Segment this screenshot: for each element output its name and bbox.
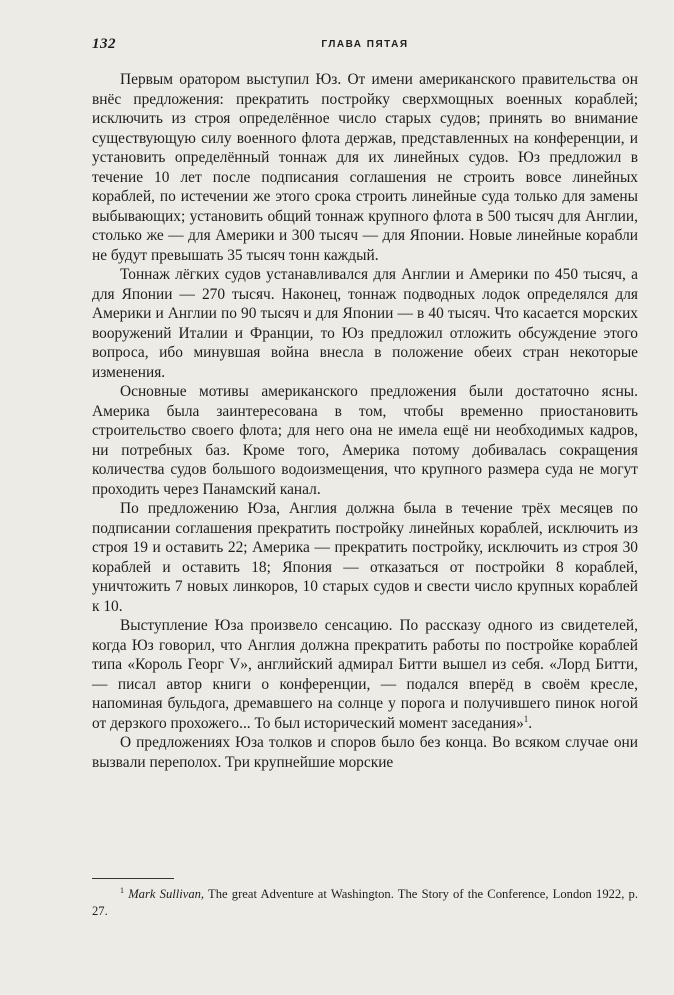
footnote — [92, 886, 638, 920]
paragraph: Первым оратором выступил Юз. От имени американского правительства он внёс предложения: прекратить постройку сверхмощных военных кораблей; исключить из строя определённое число старых судов; принять во внимание существующую силу военного флота держав, представленных на конференции, и установить определённый тоннаж для их линейных судов. Юз предложил в течение 10 лет после подписания соглашения не строить вовсе линейных кораблей, по истечении же этого срока строить линейные суда только для замены выбывающих; установить общий тоннаж крупного флота в 500 тысяч для Англии, столько же — для Америки и 300 тысяч — для Японии. Новые линейные корабли не будут превышать 35 тысяч тонн каждый. — [92, 71, 638, 264]
page-number: 132 — [92, 36, 116, 52]
footnote-text: The great Adventure at Washington. The Story of the Conference, London 1922, p. 27. — [92, 887, 638, 918]
paragraph: По предложению Юза, Англия должна была в течение трёх месяцев по подписании соглашения прекратить постройку линейных кораблей, исключить из строя 19 и оставить 22; Америка — прекратить постройку, исключить из строя 30 кораблей и оставить 18; Япония — отказаться от постройки 8 кораблей, уничтожить 7 новых линкоров, 10 старых судов и свести число крупных кораблей к 10. — [92, 500, 638, 615]
footnote-reference: 1 — [523, 713, 529, 724]
paragraph-with-footnote-ref — [92, 616, 638, 733]
running-head: ГЛАВА ПЯТАЯ — [321, 39, 409, 50]
body-text — [92, 70, 638, 772]
footnote-mark: 1 — [120, 885, 124, 895]
footnote-author: Mark Sullivan, — [128, 887, 205, 901]
paragraph: Тоннаж лёгких судов устанавливался для Англии и Америки по 450 тысяч, а для Японии — 270 тысяч. Наконец, тоннаж подводных лодок определялся для Америки и Англии по 90 тысяч и для Японии — в 40 тысяч. Что касается морских вооружений Италии и Франции, то Юз предложил отложить обсуждение этого вопроса, ибо минувшая война внесла в положение обеих стран некоторые изменения. — [92, 266, 638, 381]
paragraph: О предложениях Юза толков и споров было без конца. Во всяком случае они вызвали переполох. Три крупнейшие морские — [92, 734, 638, 771]
page-header — [92, 36, 638, 58]
paragraph-text: Выступление Юза произвело сенсацию. По рассказу одного из свидетелей, когда Юз говорил, что Англия должна прекратить работы по постройке кораблей типа «Король Георг V», английский адмирал Битти вышел из себя. «Лорд Битти, — писал автор книги о конференции, — подался вперёд в своём кресле, напоминая бульдога, дремавшего на солнце у порога и получившего пинок ногой от дерзкого прохожего... То был исторический момент заседания» — [92, 617, 638, 732]
paragraph: Основные мотивы американского предложения были достаточно ясны. Америка была заинтересована в том, чтобы временно приостановить строительство своего флота; для него она не имела ещё ни необходимых кадров, ни потребных баз. Кроме того, Америка потому добивалась сокращения количества судов большого водоизмещения, что крупного размера суда не могут проходить через Панамский канал. — [92, 383, 638, 498]
paragraph-end: . — [528, 714, 533, 732]
footnote-divider — [92, 878, 174, 879]
